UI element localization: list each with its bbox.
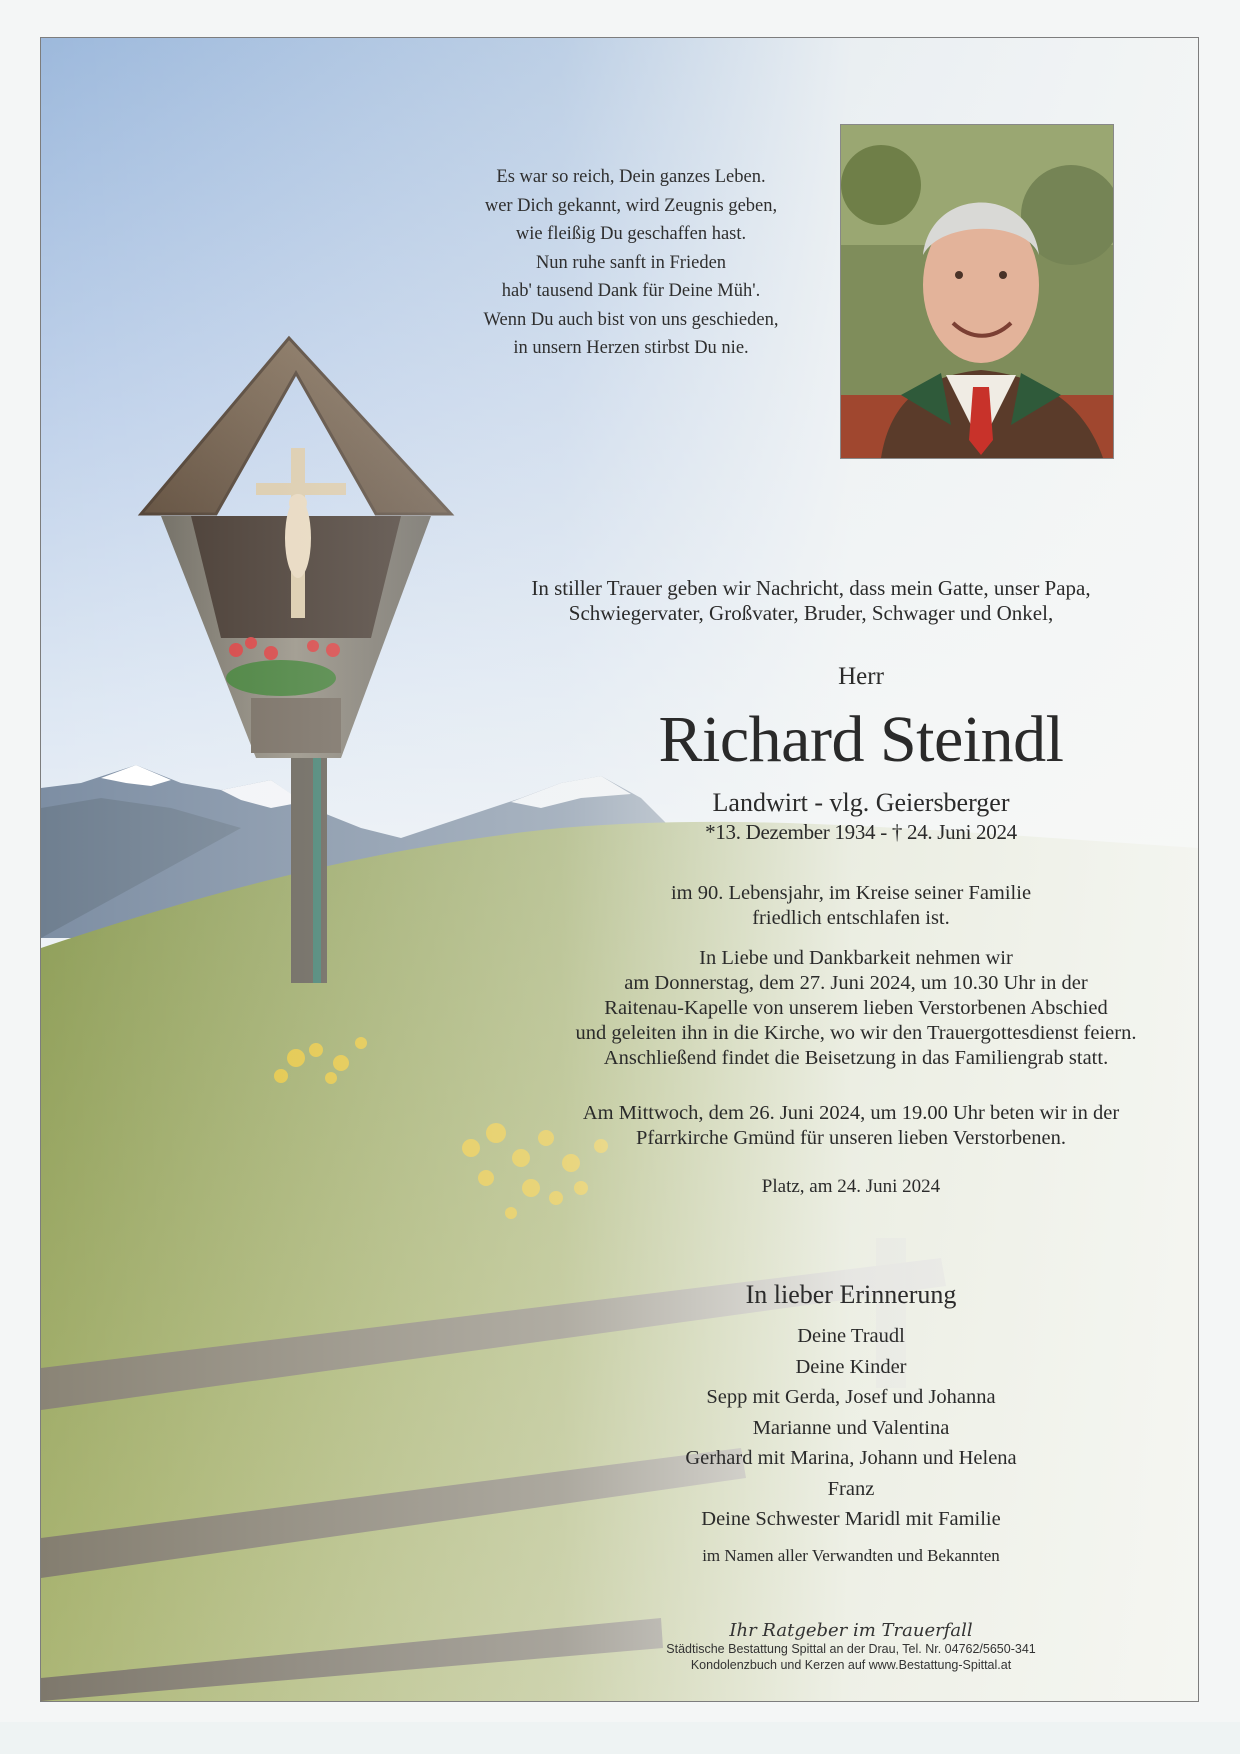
mourner-line: Gerhard mit Marina, Johann und Helena	[685, 1447, 1017, 1469]
footer-website: Kondolenzbuch und Kerzen auf www.Bestattung-Spittal.at	[690, 1658, 1012, 1672]
mourner-line: Deine Schwester Maridl mit Familie	[701, 1508, 1001, 1530]
place-date: Platz, am 24. Juni 2024	[761, 1176, 941, 1197]
paragraph-line: im 90. Lebensjahr, im Kreise seiner Familie	[670, 882, 1032, 904]
life-dates: *13. Dezember 1934 - † 24. Juni 2024	[705, 820, 1017, 844]
paragraph-line: Raitenau-Kapelle von unserem lieben Verstorbenen Abschied	[604, 997, 1108, 1019]
mourner-line: Deine Kinder	[795, 1355, 907, 1378]
footer-title: Ihr Ratgeber im Trauerfall	[729, 1620, 973, 1641]
mourner-line: Franz	[827, 1477, 875, 1500]
poem-line: hab' tausend Dank für Deine Müh'.	[501, 281, 761, 301]
deceased-name: Richard Steindl	[658, 703, 1064, 776]
paragraph-line: am Donnerstag, dem 27. Juni 2024, um 10.30 Uhr in der	[624, 972, 1088, 994]
paragraph-line: Anschließend findet die Beisetzung in das Familiengrab statt.	[603, 1047, 1109, 1069]
announcement-paragraph	[561, 881, 1141, 931]
mourner-line: Deine Traudl	[797, 1325, 905, 1347]
memory-title: In lieber Erinnerung	[745, 1280, 957, 1309]
mourner-line: Marianne und Valentina	[752, 1416, 950, 1439]
poem-line: wie fleißig Du geschaffen hast.	[515, 224, 747, 244]
prayer-paragraph	[511, 1101, 1191, 1151]
paragraph-line: In Liebe und Dankbarkeit nehmen wir	[699, 947, 1013, 969]
poem-line: wer Dich gekannt, wird Zeugnis geben,	[484, 195, 778, 216]
salutation: Herr	[838, 663, 884, 690]
intro-line: In stiller Trauer geben wir Nachricht, dass mein Gatte, unser Papa,	[531, 576, 1091, 600]
footer-contact: Städtische Bestattung Spittal an der Drau, Tel. Nr. 04762/5650-341	[666, 1642, 1036, 1656]
paragraph-line: Pfarrkirche Gmünd für unseren lieben Verstorbenen.	[636, 1127, 1066, 1149]
obituary-card	[40, 37, 1199, 1702]
intro-text	[471, 576, 1151, 626]
poem-line: Nun ruhe sanft in Frieden	[535, 252, 727, 273]
paragraph-line: Am Mittwoch, dem 26. Juni 2024, um 19.00 Uhr beten wir in der	[582, 1102, 1120, 1124]
intro-line: Schwiegervater, Großvater, Bruder, Schwager und Onkel,	[568, 601, 1054, 625]
occupation: Landwirt - vlg. Geiersberger	[712, 788, 1010, 817]
funeral-home-footer	[561, 1620, 1141, 1673]
poem-line: in unsern Herzen stirbst Du nie.	[513, 338, 749, 358]
mourner-line: Sepp mit Gerda, Josef und Johanna	[706, 1386, 996, 1408]
paragraph-line: und geleiten ihn in die Kirche, wo wir den Trauergottesdienst feiern.	[575, 1022, 1137, 1044]
portrait-image	[841, 125, 1113, 458]
poem-line: Es war so reich, Dein ganzes Leben.	[496, 167, 766, 187]
poem-line: Wenn Du auch bist von uns geschieden,	[483, 309, 779, 330]
memorial-poem	[411, 163, 851, 363]
page-bottom-margin	[0, 1722, 1240, 1754]
mourners-list	[601, 1321, 1101, 1535]
portrait-photo	[840, 124, 1114, 459]
paragraph-line: friedlich entschlafen ist.	[752, 907, 950, 929]
funeral-paragraph	[501, 946, 1199, 1071]
closing-line: im Namen aller Verwandten und Bekannten	[702, 1546, 1000, 1565]
